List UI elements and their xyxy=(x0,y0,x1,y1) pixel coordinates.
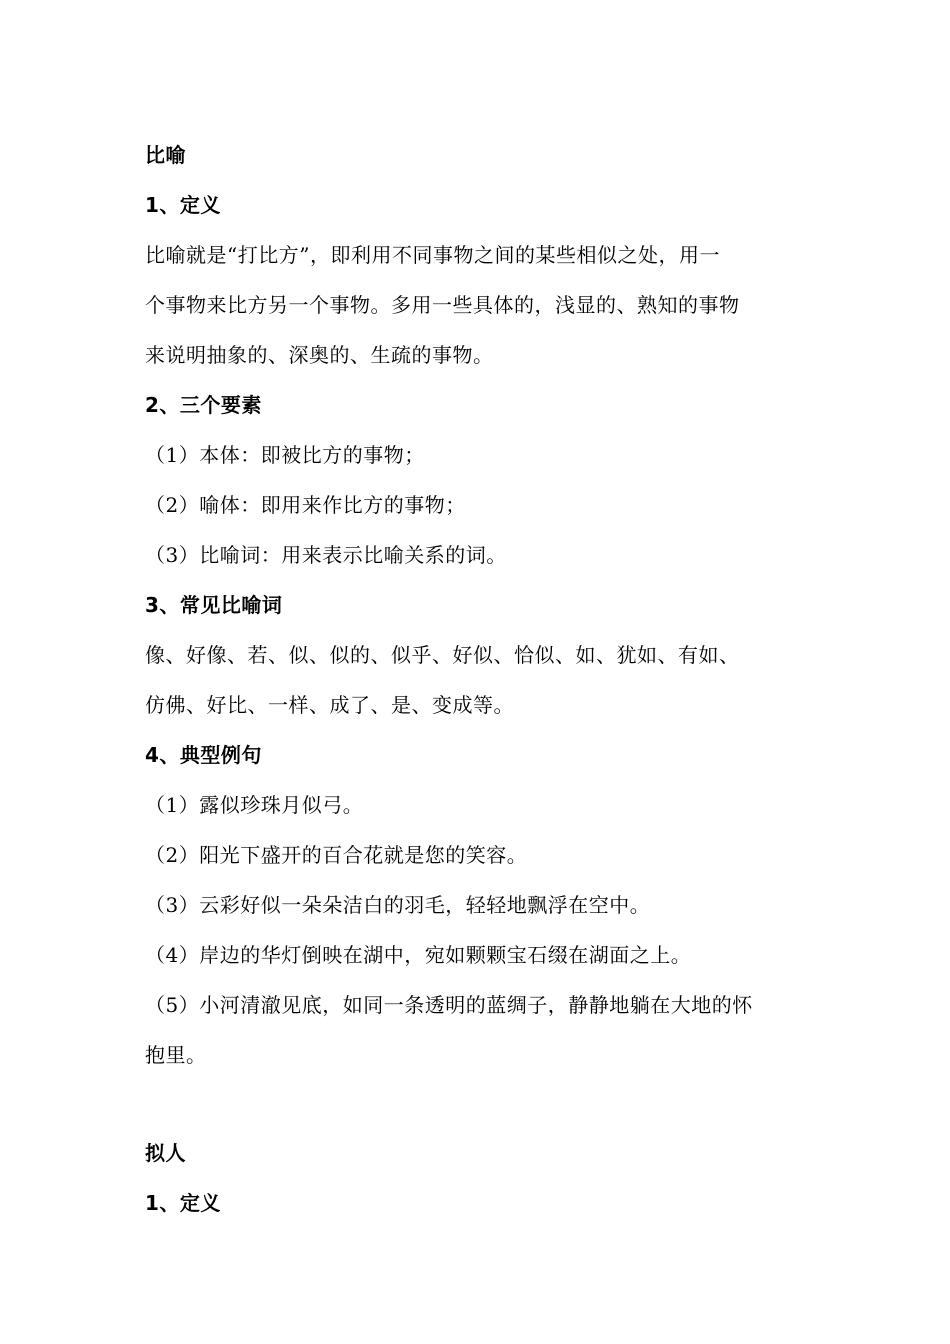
section-title-metaphor: 比喻 xyxy=(145,143,186,167)
heading-common-words: 3、常见比喻词 xyxy=(145,593,283,617)
definition-line: 比喻就是“打比方”，即利用不同事物之间的某些相似之处，用一 xyxy=(145,243,720,267)
heading-three-elements: 2、三个要素 xyxy=(145,393,262,417)
section-title-personification: 拟人 xyxy=(145,1141,186,1165)
example-item: （2）阳光下盛开的百合花就是您的笑容。 xyxy=(145,843,528,867)
heading-examples: 4、典型例句 xyxy=(145,743,262,767)
example-item: （5）小河清澈见底，如同一条透明的蓝绸子，静静地躺在大地的怀 xyxy=(145,993,753,1017)
element-item: （1）本体：即被比方的事物； xyxy=(145,443,425,467)
example-item: （1）露似珍珠月似弓。 xyxy=(145,793,364,817)
example-item-continuation: 抱里。 xyxy=(145,1043,207,1067)
element-item: （3）比喻词：用来表示比喻关系的词。 xyxy=(145,543,507,567)
definition-line: 来说明抽象的、深奥的、生疏的事物。 xyxy=(145,343,494,367)
heading-definition-2: 1、定义 xyxy=(145,1191,221,1215)
example-item: （3）云彩好似一朵朵洁白的羽毛，轻轻地飘浮在空中。 xyxy=(145,893,651,917)
common-words-line: 仿佛、好比、一样、成了、是、变成等。 xyxy=(145,693,514,717)
section-spacer xyxy=(145,1080,815,1128)
definition-line: 个事物来比方另一个事物。多用一些具体的，浅显的、熟知的事物 xyxy=(145,293,740,317)
document-page xyxy=(145,130,815,1228)
example-item: （4）岸边的华灯倒映在湖中，宛如颗颗宝石缀在湖面之上。 xyxy=(145,943,692,967)
common-words-line: 像、好像、若、似、似的、似乎、好似、恰似、如、犹如、有如、 xyxy=(145,643,740,667)
heading-definition: 1、定义 xyxy=(145,193,221,217)
element-item: （2）喻体：即用来作比方的事物； xyxy=(145,493,466,517)
